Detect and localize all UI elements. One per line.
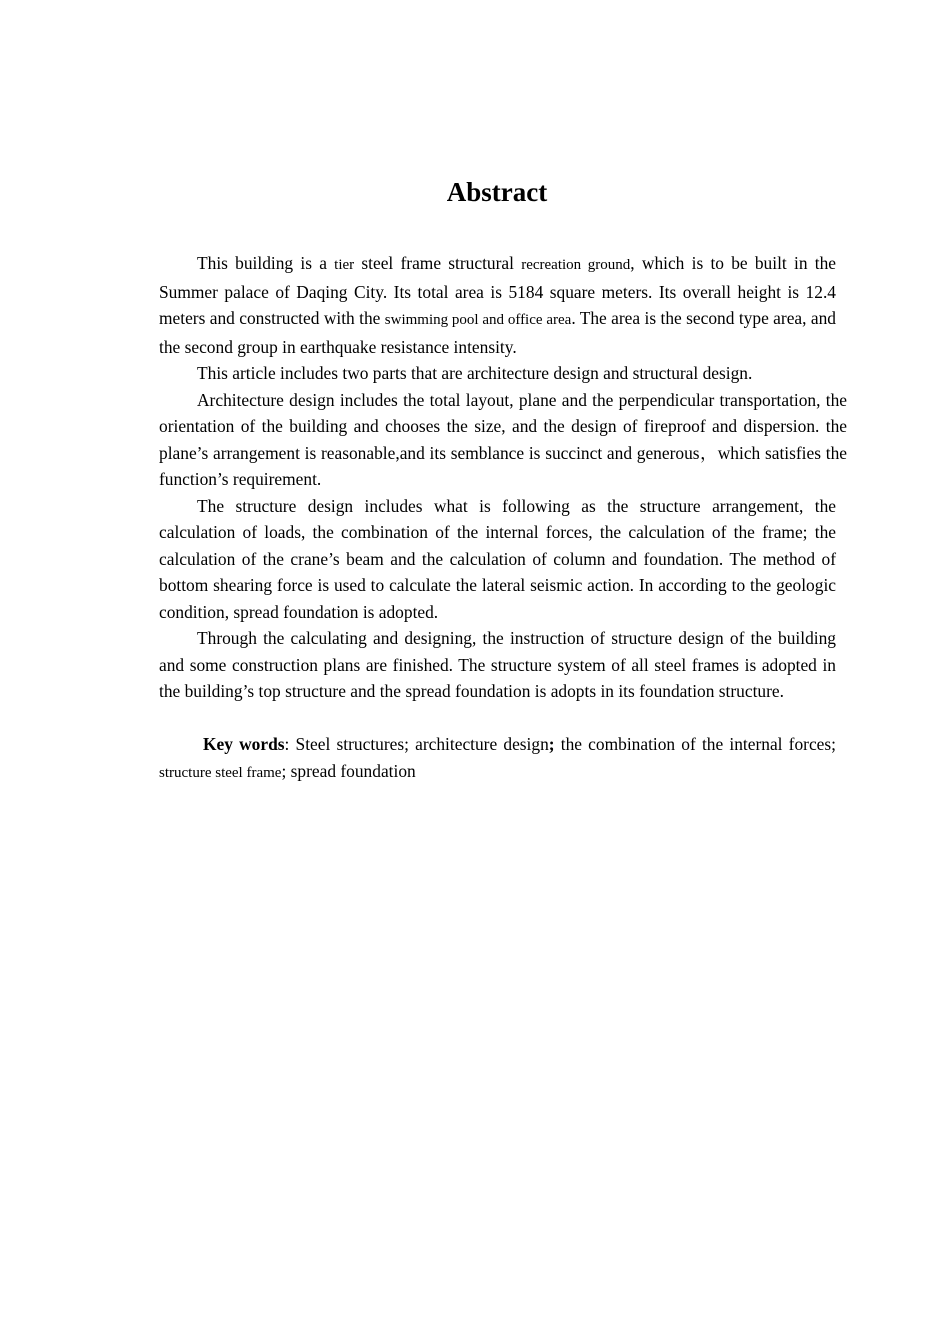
paragraph-3: Architecture design includes the total layout, plane and the perpendicular transportation, the orientation of the building and chooses the size, and the design of fireproof and dispersion. the plane’s arrangement is reasonable,and its semblance is succinct and generous，which satisfies the function’s requirement. bbox=[159, 389, 847, 489]
keywords-part-d: ; spread foundation bbox=[281, 760, 416, 781]
abstract-body bbox=[159, 250, 847, 786]
paragraph-1-part-d: recreation ground bbox=[521, 257, 631, 273]
keywords-line bbox=[159, 731, 836, 786]
paragraph-2: This article includes two parts that are architecture design and structural design. bbox=[197, 363, 753, 383]
paragraph-1-part-b: tier bbox=[334, 257, 355, 273]
keywords-part-a: : Steel structures; architecture design bbox=[284, 734, 549, 754]
keywords-part-c: structure steel frame bbox=[159, 764, 282, 781]
paragraph-1-part-g: . The area is the second type area, and the second group in earthquake resistance intensity. bbox=[159, 308, 836, 357]
keywords-label: Key words bbox=[203, 734, 285, 754]
paragraph-4: The structure design includes what is following as the structure arrangement, the calculation of loads, the combination of the internal forces, the calculation of the frame; the calculation of the crane’s beam and the calculation of column and foundation. The method of bottom shearing force is used to calculate the lateral seismic action. In according to the geologic condition, spread foundation is adopted. bbox=[159, 495, 836, 622]
page-title: Abstract bbox=[446, 177, 548, 207]
paragraph-1-part-f: swimming pool and office area bbox=[384, 312, 572, 328]
paragraph-1-part-c: steel frame structural bbox=[354, 253, 522, 273]
keywords-semicolon: ; bbox=[548, 734, 555, 754]
paragraph-1 bbox=[159, 250, 836, 360]
paragraph-1-part-e: , which is to be built in the Summer palace of Daqing City. Its total area is 5184 square meters. Its overall height is 12.4 meters and constructed with the bbox=[159, 253, 836, 328]
paragraph-1-part-a: This building is a bbox=[197, 253, 335, 273]
paragraph-5: Through the calculating and designing, the instruction of structure design of the building and some construction plans are finished. The structure system of all steel frames is adopted in the building’s top structure and the spread foundation is adopts in its foundation structure. bbox=[159, 628, 836, 701]
keywords-part-b: the combination of the internal forces; bbox=[554, 734, 837, 754]
